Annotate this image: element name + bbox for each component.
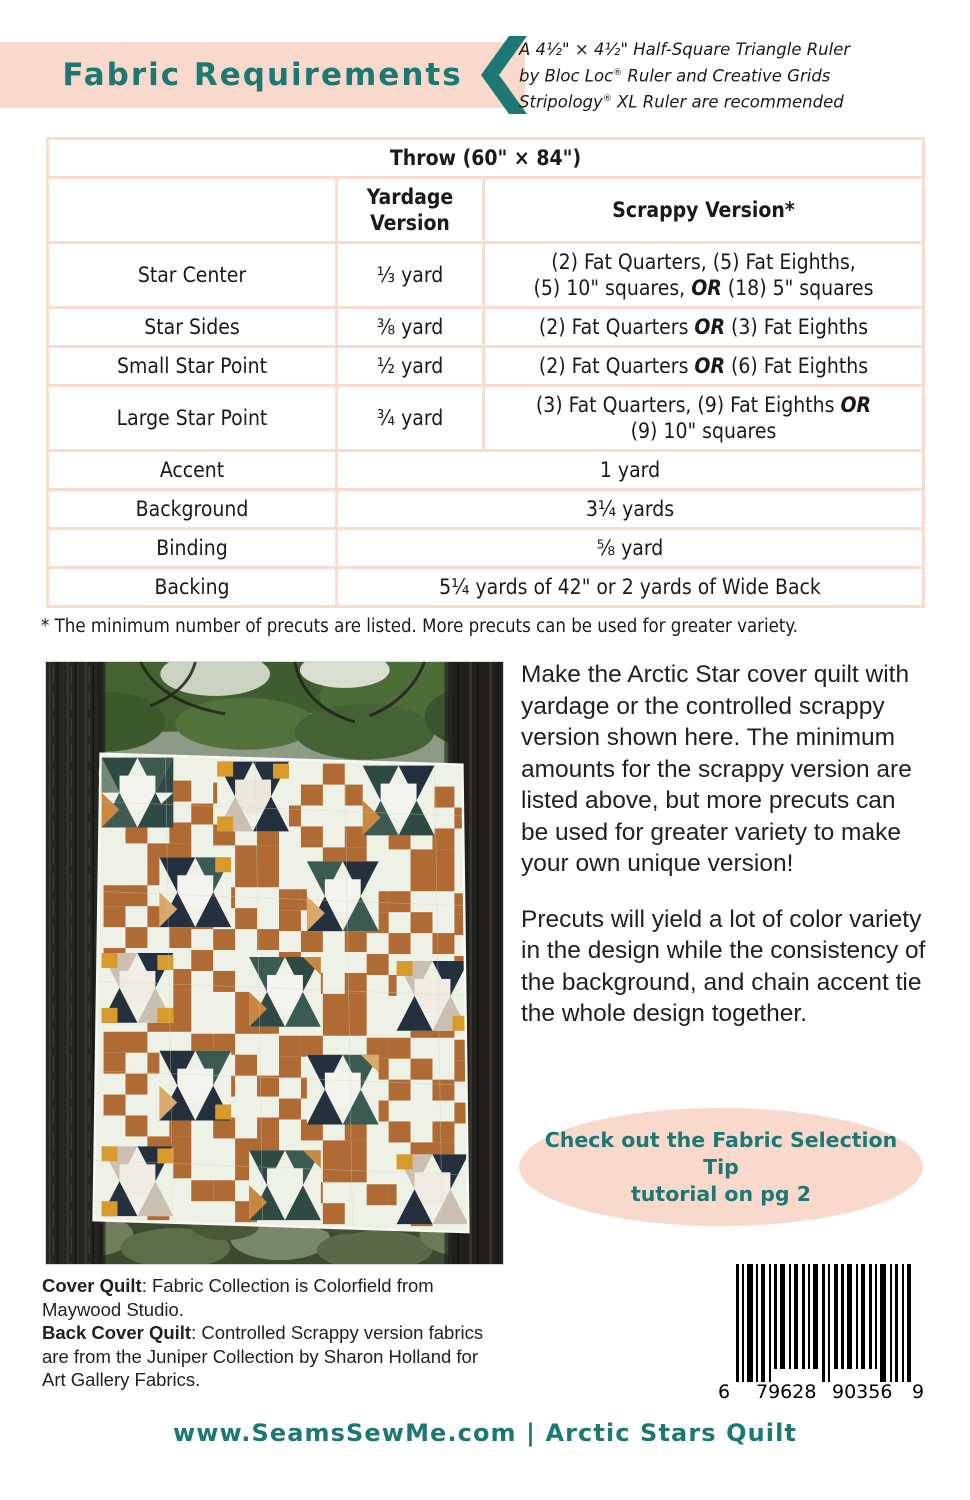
ruler-note-line-3b: XL Ruler are recommended: [611, 92, 844, 111]
row-value-background: 3¼ yards: [337, 490, 924, 529]
fabric-requirements-banner: [0, 42, 525, 108]
caption-back-cover-quilt-text: : Controlled Scrappy version fabrics are from the Juniper Collection by Sharon Holland for Art Gallery Fabrics.: [42, 1322, 484, 1390]
large-star-point-or: OR: [840, 393, 872, 417]
table-row: [48, 490, 924, 529]
star-center-scrappy-line1: (2) Fat Quarters, (5) Fat Eighths,: [551, 250, 856, 274]
callout-line-2: tutorial on pg 2: [631, 1181, 811, 1206]
caption-cover-quilt-label: Cover Quilt: [42, 1275, 142, 1296]
barcode-group-1: 79628: [756, 1381, 817, 1403]
callout-text: [519, 1127, 923, 1208]
small-star-point-or: OR: [694, 354, 726, 378]
row-value-backing: 5¼ yards of 42" or 2 yards of Wide Back: [337, 568, 924, 607]
ruler-note-line-2: [519, 62, 919, 88]
ruler-note-line-2a: by Bloc Loc: [519, 66, 614, 85]
row-label-large-star-point: Large Star Point: [48, 386, 337, 451]
table-footnote: * The minimum number of precuts are listed. More precuts can be used for greater variety.: [41, 616, 798, 637]
barcode-right-digit: 9: [912, 1381, 924, 1403]
row-scrappy-large-star-point: [484, 386, 924, 451]
table-row: [48, 568, 924, 607]
ruler-note-line-3a: Stripology: [519, 92, 603, 111]
row-label-backing: Backing: [48, 568, 337, 607]
fabric-requirements-table: [46, 137, 925, 608]
callout-line-1: Check out the Fabric Selection Tip: [544, 1127, 898, 1179]
row-label-background: Background: [48, 490, 337, 529]
table-row: [48, 308, 924, 347]
star-center-scrappy-line2a: (5) 10" squares,: [533, 276, 692, 300]
table-row: [48, 529, 924, 568]
row-yardage-star-sides: ⅜ yard: [337, 308, 484, 347]
caption-cover-quilt-text: : Fabric Collection is Colorfield from Maywood Studio.: [42, 1275, 434, 1320]
row-label-binding: Binding: [48, 529, 337, 568]
ruler-note-line-1: A 4½" × 4½" Half-Square Triangle Ruler: [519, 40, 851, 59]
registered-mark-icon: ®: [602, 93, 612, 104]
table-row: [48, 451, 924, 490]
page-title: Fabric Requirements: [62, 57, 463, 93]
header-scrappy-version: Scrappy Version*: [484, 178, 924, 243]
row-yardage-star-center: ⅓ yard: [337, 243, 484, 308]
large-star-point-scrappy-line2: (9) 10" squares: [630, 419, 777, 443]
star-sides-scrappy-a: (2) Fat Quarters: [538, 315, 695, 339]
fabric-requirements-table-wrapper: [46, 137, 925, 608]
star-sides-scrappy-b: (3) Fat Eighths: [725, 315, 869, 339]
table-row: [48, 243, 924, 308]
star-sides-or: OR: [694, 315, 726, 339]
ruler-note-line-3: [519, 88, 919, 114]
ruler-recommendation-note: [519, 38, 919, 114]
header-yardage-line2: Version: [370, 211, 450, 235]
small-star-point-scrappy-a: (2) Fat Quarters: [538, 354, 695, 378]
copy-paragraph-1: Make the Arctic Star cover quilt with yardage or the controlled scrappy version shown here. The minimum amounts for the scrappy version are listed above, but more precuts can be used for greater variety to make your own unique version!: [521, 661, 912, 877]
row-value-binding: ⅝ yard: [337, 529, 924, 568]
upc-barcode: [716, 1258, 924, 1403]
row-scrappy-small-star-point: [484, 347, 924, 386]
body-copy: [521, 659, 926, 1054]
star-center-scrappy-line2b: (18) 5" squares: [721, 276, 874, 300]
fabric-selection-tip-callout[interactable]: [519, 1108, 923, 1226]
large-star-point-scrappy-a: (3) Fat Quarters, (9) Fat Eighths: [535, 393, 841, 417]
row-yardage-large-star-point: ¾ yard: [337, 386, 484, 451]
header-yardage-version: [337, 178, 484, 243]
header-blank-cell: [48, 178, 337, 243]
table-row: [48, 347, 924, 386]
barcode-group-2: 90356: [832, 1381, 893, 1403]
copy-paragraph-2: Precuts will yield a lot of color variety in the design while the consistency of the background, and chain accent tie the whole design together.: [521, 905, 926, 1027]
photo-caption: [42, 1274, 497, 1392]
table-title: Throw (60" × 84"): [48, 139, 924, 178]
star-center-or: OR: [691, 276, 722, 300]
row-label-star-sides: Star Sides: [48, 308, 337, 347]
registered-mark-icon: ®: [613, 67, 623, 78]
barcode-left-digit: 6: [718, 1381, 731, 1403]
table-header-row: [48, 178, 924, 243]
row-label-accent: Accent: [48, 451, 337, 490]
row-scrappy-star-sides: [484, 308, 924, 347]
caption-back-cover-quilt-label: Back Cover Quilt: [42, 1322, 192, 1343]
row-label-star-center: Star Center: [48, 243, 337, 308]
row-yardage-small-star-point: ½ yard: [337, 347, 484, 386]
footer-website-line[interactable]: www.SeamsSewMe.com | Arctic Stars Quilt: [172, 1419, 798, 1447]
table-title-row: [48, 139, 924, 178]
small-star-point-scrappy-b: (6) Fat Eighths: [725, 354, 869, 378]
row-label-small-star-point: Small Star Point: [48, 347, 337, 386]
ruler-note-line-2b: Ruler and Creative Grids: [622, 66, 831, 85]
table-row: [48, 386, 924, 451]
row-scrappy-star-center: [484, 243, 924, 308]
quilt-photo: [45, 661, 504, 1265]
row-value-accent: 1 yard: [337, 451, 924, 490]
header-yardage-line1: Yardage: [366, 185, 454, 209]
